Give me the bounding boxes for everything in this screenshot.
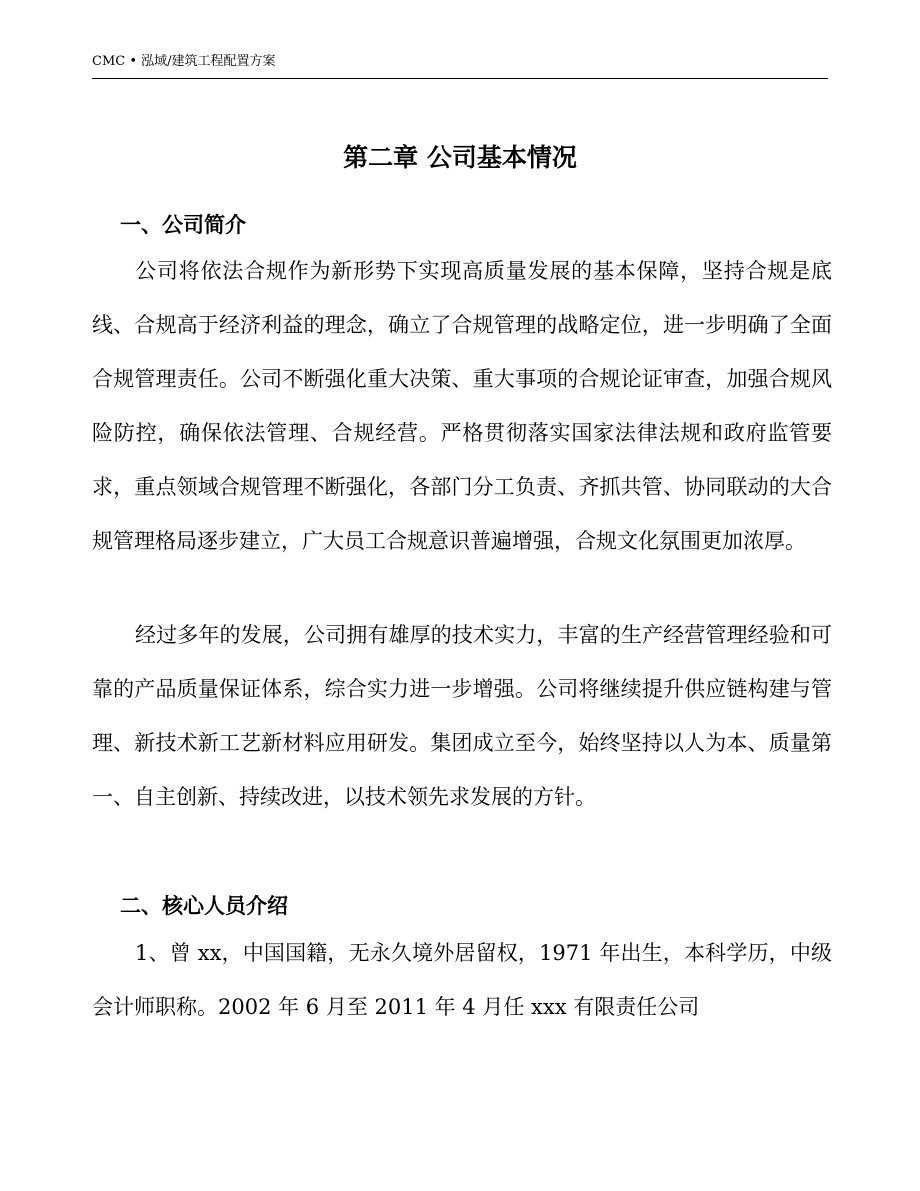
paragraph-development: 经过多年的发展，公司拥有雄厚的技术实力，丰富的生产经营管理经验和可靠的产品质量保证体系，综合实力进一步增强。公司将继续提升供应链构建与管理、新技术新工艺新材料应用研发。集团成立至今，始终坚持以人为本、质量第一、自主创新、持续改进，以技术领先求发展的方针。 — [92, 623, 832, 809]
header-text: CMC • 泓域/建筑工程配置方案 — [92, 54, 276, 69]
chapter-title: 第二章 公司基本情况 — [343, 143, 577, 172]
page-header — [92, 52, 828, 79]
section-heading-company-profile: 一、公司简介 — [120, 212, 246, 237]
paragraph-personnel-1: 1、曾 xx，中国国籍，无永久境外居留权，1971 年出生，本科学历，中级会计师职称。2002 年 6 月至 2011 年 4 月任 xxx 有限责任公司 — [92, 941, 832, 1019]
paragraph-compliance: 公司将依法合规作为新形势下实现高质量发展的基本保障，坚持合规是底线、合规高于经济利益的理念，确立了合规管理的战略定位，进一步明确了全面合规管理责任。公司不断强化重大决策、重大事项的合规论证审查，加强合规风险防控，确保依法管理、合规经营。严格贯彻落实国家法律法规和政府监管要求，重点领域合规管理不断强化，各部门分工负责、齐抓共管、协同联动的大合规管理格局逐步建立，广大员工合规意识普遍增强，合规文化氛围更加浓厚。 — [92, 259, 832, 553]
section-heading-core-personnel: 二、核心人员介绍 — [120, 893, 288, 918]
